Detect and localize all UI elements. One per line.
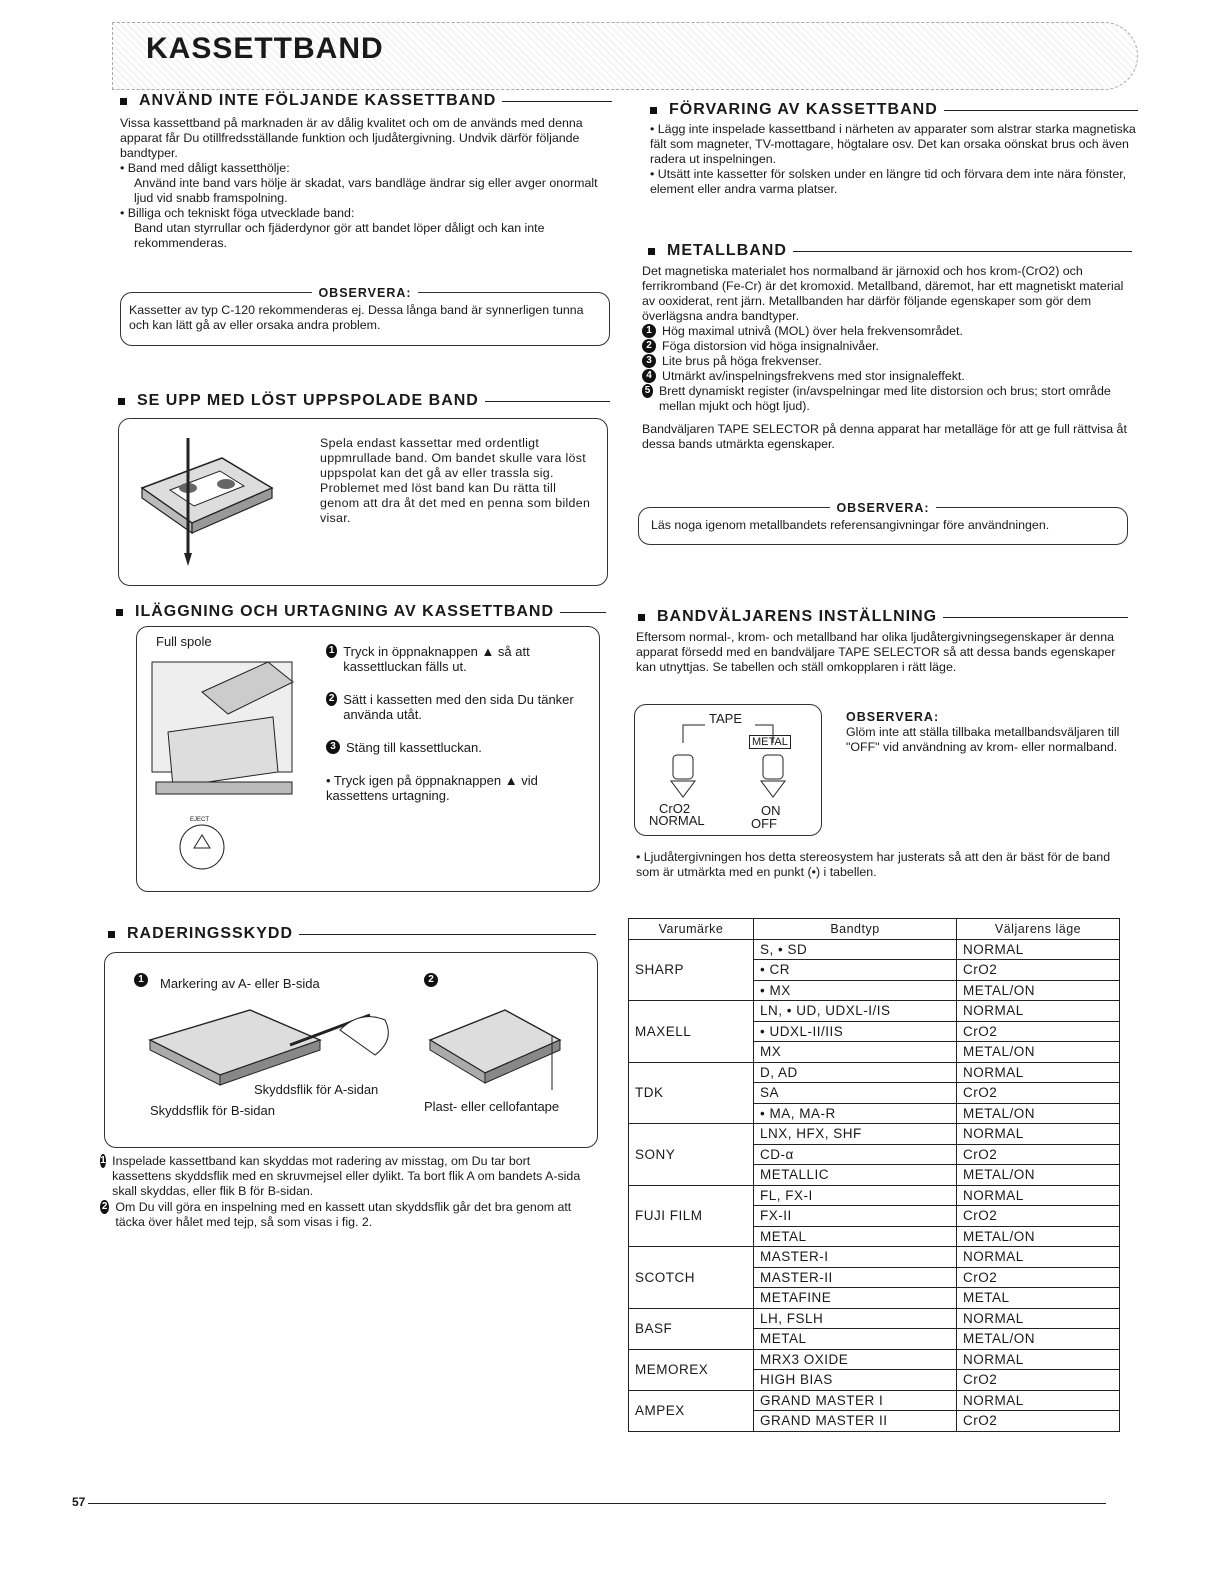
- tape-type-cell: GRAND MASTER I: [754, 1390, 957, 1411]
- metal-item-3: Lite brus på höga frekvenser.: [662, 354, 822, 368]
- storage-b2: • Utsätt inte kassetter för solsken under en längre tid och förvara dem inte nära fönster, element eller andra varma platser.: [650, 167, 1127, 196]
- num-1-icon: 1: [326, 644, 337, 658]
- num-2-icon: 2: [101, 1201, 108, 1212]
- erase-tape: Plast- eller cellofantape: [424, 1099, 560, 1114]
- diag-off: OFF: [751, 816, 777, 831]
- heading-insert: ILÄGGNING OCH URTAGNING AV KASSETTBAND: [116, 603, 606, 621]
- tape-type-cell: HIGH BIAS: [754, 1370, 957, 1391]
- selector-mode-cell: METAL/ON: [957, 1226, 1120, 1247]
- tape-type-cell: • UDXL-II/IIS: [754, 1021, 957, 1042]
- brand-cell: TDK: [629, 1062, 754, 1124]
- tape-type-cell: • CR: [754, 960, 957, 981]
- selector-mode-cell: NORMAL: [957, 1390, 1120, 1411]
- diag-metal: METAL: [749, 735, 791, 749]
- avoid-obs-box: [120, 286, 610, 346]
- tape-type-cell: CD-α: [754, 1144, 957, 1165]
- num-1-icon: 1: [134, 973, 148, 987]
- diag-cro2: CrO2: [659, 801, 691, 816]
- tape-type-cell: SA: [754, 1083, 957, 1104]
- brand-cell: BASF: [629, 1308, 754, 1349]
- tape-type-cell: MX: [754, 1042, 957, 1063]
- tape-type-cell: METAFINE: [754, 1288, 957, 1309]
- heading-metal: METALLBAND: [648, 242, 1132, 260]
- table-row: [629, 1349, 1120, 1370]
- cassette-pencil-illustration: [132, 428, 282, 568]
- metal-item-4: Utmärkt av/inspelningsfrekvens med stor insignaleffekt.: [662, 369, 965, 383]
- tape-type-cell: LN, • UD, UDXL-I/IS: [754, 1001, 957, 1022]
- erase-fig2-illustration: [420, 995, 570, 1095]
- table-row: [629, 1390, 1120, 1411]
- table-row: [629, 1308, 1120, 1329]
- tape-table-container: [628, 918, 1120, 1432]
- heading-erase: RADERINGSSKYDD: [108, 925, 596, 943]
- brand-cell: MAXELL: [629, 1001, 754, 1063]
- table-row: [629, 1001, 1120, 1022]
- metal-item-1: Hög maximal utnivå (MOL) över hela frekvensområdet.: [662, 324, 963, 338]
- selector-mode-cell: METAL/ON: [957, 980, 1120, 1001]
- switch-arrows-illustration: [655, 719, 805, 809]
- metal-body: [642, 264, 1134, 452]
- avoid-body: [120, 116, 614, 251]
- brand-cell: FUJI FILM: [629, 1185, 754, 1247]
- erase-paragraphs: [100, 1154, 592, 1230]
- brand-cell: MEMOREX: [629, 1349, 754, 1390]
- num-1-icon: 1: [100, 1155, 106, 1166]
- heading-storage: FÖRVARING AV KASSETTBAND: [650, 101, 1138, 119]
- avoid-b2-title: • Billiga och tekniskt föga utvecklade band:: [120, 206, 355, 220]
- selector-mode-cell: CrO2: [957, 1411, 1120, 1432]
- num-5-icon: 5: [642, 384, 653, 398]
- storage-b1: • Lägg inte inspelade kassettband i närheten av apparater som alstrar starka magnetiska fält som magneter, TV-mottagare, högtalare osv. Det kan orsaka oönskat brus och även radera ut inspelningen.: [650, 122, 1136, 166]
- table-row: [629, 1062, 1120, 1083]
- tape-type-cell: MASTER-I: [754, 1247, 957, 1268]
- selector-mode-cell: CrO2: [957, 1370, 1120, 1391]
- selector-mode-cell: NORMAL: [957, 1185, 1120, 1206]
- selector-mode-cell: NORMAL: [957, 1308, 1120, 1329]
- deck-illustration: [148, 652, 308, 872]
- metal-item-5: Brett dynamiskt register (in/avspelningar med lite distorsion och brus; stort område mellan mjukt och högt ljud).: [658, 384, 1111, 413]
- avoid-obs-text: Kassetter av typ C-120 rekommenderas ej. Dessa långa band är synnerligen tunna och kan lätt gå av eller orsaka andra problem.: [129, 303, 584, 332]
- selector-mode-cell: METAL/ON: [957, 1165, 1120, 1186]
- metal-obs-box: [638, 501, 1128, 545]
- erase-tab-b: Skyddsflik för B-sidan: [150, 1103, 275, 1118]
- erase-fig1-label: Markering av A- eller B-sida: [160, 976, 320, 991]
- tape-type-cell: METAL: [754, 1226, 957, 1247]
- avoid-intro: Vissa kassettband på marknaden är av dålig kvalitet och om de används med denna apparat får Du otillfredsställande funktion och ljudåtergivning. Undvik därför följande bandtyper.: [120, 116, 583, 160]
- selector-mode-cell: CrO2: [957, 1144, 1120, 1165]
- tape-type-cell: FL, FX-I: [754, 1185, 957, 1206]
- selector-mode-cell: NORMAL: [957, 939, 1120, 960]
- selector-mode-cell: METAL/ON: [957, 1042, 1120, 1063]
- tape-type-cell: METALLIC: [754, 1165, 957, 1186]
- selector-mode-cell: NORMAL: [957, 1247, 1120, 1268]
- selector-mode-cell: METAL/ON: [957, 1329, 1120, 1350]
- selector-mode-cell: CrO2: [957, 1083, 1120, 1104]
- selector-mode-cell: CrO2: [957, 1021, 1120, 1042]
- num-4-icon: 4: [642, 369, 656, 383]
- tape-type-cell: • MA, MA-R: [754, 1103, 957, 1124]
- table-row: [629, 1185, 1120, 1206]
- selector-mode-cell: NORMAL: [957, 1124, 1120, 1145]
- avoid-b1-title: • Band med dåligt kassetthölje:: [120, 161, 290, 175]
- tape-type-cell: D, AD: [754, 1062, 957, 1083]
- brand-cell: SHARP: [629, 939, 754, 1001]
- selector-mode-cell: NORMAL: [957, 1062, 1120, 1083]
- selector-obs: [846, 710, 1128, 755]
- tape-type-cell: • MX: [754, 980, 957, 1001]
- selector-mode-cell: NORMAL: [957, 1001, 1120, 1022]
- brand-cell: SONY: [629, 1124, 754, 1186]
- tape-type-cell: MASTER-II: [754, 1267, 957, 1288]
- num-1-icon: 1: [642, 324, 656, 338]
- selector-mode-cell: CrO2: [957, 1267, 1120, 1288]
- table-row: [629, 1124, 1120, 1145]
- selector-mode-cell: CrO2: [957, 1206, 1120, 1227]
- footer-rule: [88, 1503, 1106, 1504]
- avoid-b2-text: Band utan styrrullar och fjäderdynor gör att bandet löper dåligt och kan inte rekommenderas.: [134, 221, 545, 250]
- num-2-icon: 2: [326, 692, 337, 706]
- metal-item-2: Föga distorsion vid höga insignalnivåer.: [662, 339, 879, 353]
- num-3-icon: 3: [642, 354, 656, 368]
- num-2-icon: 2: [642, 339, 656, 353]
- loose-text: Spela endast kassettar med ordentligt uppmrullade band. Om bandet skulle vara löst uppspolat kan det gå av eller trassla sig. Problemet med löst band kan Du rätta till genom att dra åt det med en penna som bilden visar.: [320, 436, 591, 525]
- brand-cell: SCOTCH: [629, 1247, 754, 1309]
- selector-intro: Eftersom normal-, krom- och metallband har olika ljudåtergivningsegenskaper är denna apparat försedd med en bandväljare TAPE SELECTOR så att dessa bands egenskaper kan utnyttjas. Se tabellen och ställ omkopplaren i rätt läge.: [636, 630, 1116, 674]
- insert-step2: Sätt i kassetten med den sida Du tänker använda utåt.: [343, 692, 574, 722]
- full-spool-label: Full spole: [156, 634, 212, 649]
- erase-n2: [424, 969, 444, 987]
- selector-mode-cell: METAL/ON: [957, 1103, 1120, 1124]
- tape-type-cell: FX-II: [754, 1206, 957, 1227]
- heading-avoid: ANVÄND INTE FÖLJANDE KASSETTBAND: [120, 92, 612, 110]
- selector-mode-cell: CrO2: [957, 960, 1120, 981]
- erase-tab-a: Skyddsflik för A-sidan: [254, 1082, 379, 1097]
- tape-type-cell: GRAND MASTER II: [754, 1411, 957, 1432]
- tape-type-cell: S, • SD: [754, 939, 957, 960]
- erase-fig1-illustration: [140, 1000, 400, 1090]
- diag-tape: TAPE: [709, 711, 742, 726]
- tape-type-cell: LNX, HFX, SHF: [754, 1124, 957, 1145]
- num-2-icon: 2: [424, 973, 438, 987]
- metal-obs-text: Läs noga igenom metallbandets referensangivningar före användningen.: [651, 518, 1050, 532]
- num-3-icon: 3: [326, 740, 340, 754]
- tape-type-cell: MRX3 OXIDE: [754, 1349, 957, 1370]
- insert-steps: [326, 644, 594, 803]
- selector-obs-text: Glöm inte att ställa tillbaka metallbandsväljaren till "OFF" vid användning av krom- eller normalband.: [846, 725, 1120, 754]
- brand-cell: AMPEX: [629, 1390, 754, 1431]
- metal-selector-text: Bandväljaren TAPE SELECTOR på denna apparat har metalläge för att ge full rättvisa åt dessa bands utmärkta egenskaper.: [642, 422, 1127, 451]
- table-row: [629, 939, 1120, 960]
- insert-step1: Tryck in öppnaknappen ▲ så att kassettluckan fälls ut.: [343, 644, 530, 674]
- selector-diagram: [634, 704, 822, 836]
- selector-mode-cell: NORMAL: [957, 1349, 1120, 1370]
- col-header-type: Bandtyp: [754, 919, 957, 940]
- metal-intro: Det magnetiska materialet hos normalband är järnoxid och hos krom-(CrO2) och ferrikromband (Fe-Cr) är det kromoxid. Metallband, däremot, har ett magnetiskt material av ooxiderat, rent järn. Metallbanden har därför följande egenskaper som gör dem överlägsna andra bandtyper.: [642, 264, 1124, 323]
- tape-type-cell: METAL: [754, 1329, 957, 1350]
- erase-p2: Om Du vill göra en inspelning med en kassett utan skyddsflik går det bra genom att täcka över hålet med tejp, så som visas i fig. 2.: [115, 1200, 572, 1229]
- erase-n1: [134, 969, 154, 987]
- diag-on: ON: [761, 803, 781, 818]
- tape-table: [628, 918, 1120, 1432]
- insert-note: • Tryck igen på öppnaknappen ▲ vid kassettens urtagning.: [326, 773, 538, 803]
- table-row: [629, 1247, 1120, 1268]
- page-number: 57: [72, 1495, 86, 1509]
- heading-loose: SE UPP MED LÖST UPPSPOLADE BAND: [118, 392, 610, 410]
- metal-obs-label: OBSERVERA:: [830, 501, 935, 515]
- diag-normal: NORMAL: [649, 813, 705, 828]
- avoid-b1-text: Använd inte band vars hölje är skadat, vars bandläge ändrar sig eller avger onormalt ljud vid snabb framspolning.: [134, 176, 598, 205]
- col-header-mode: Väljarens läge: [957, 919, 1120, 940]
- selector-mode-cell: METAL: [957, 1288, 1120, 1309]
- col-header-brand: Varumärke: [629, 919, 754, 940]
- avoid-obs-label: OBSERVERA:: [312, 286, 417, 300]
- erase-p1: Inspelade kassettband kan skyddas mot radering av misstag, om Du tar bort kassettens skyddsflik med en skruvmejsel eller dylikt. Ta bort flik A om bandets A-sida skall skyddas, eller flik B för B-sidan.: [112, 1154, 581, 1198]
- heading-selector: BANDVÄLJARENS INSTÄLLNING: [638, 608, 1128, 626]
- selector-note: • Ljudåtergivningen hos detta stereosystem har justerats så att den är bäst för de band som är utmärkta med en punkt (•) i tabellen.: [636, 850, 1111, 879]
- page-title: KASSETTBAND: [146, 32, 384, 65]
- selector-obs-label: OBSERVERA:: [846, 710, 940, 724]
- storage-body: [650, 122, 1138, 197]
- eject-label: EJECT: [190, 817, 210, 823]
- insert-step3: Stäng till kassettluckan.: [346, 740, 482, 755]
- tape-type-cell: LH, FSLH: [754, 1308, 957, 1329]
